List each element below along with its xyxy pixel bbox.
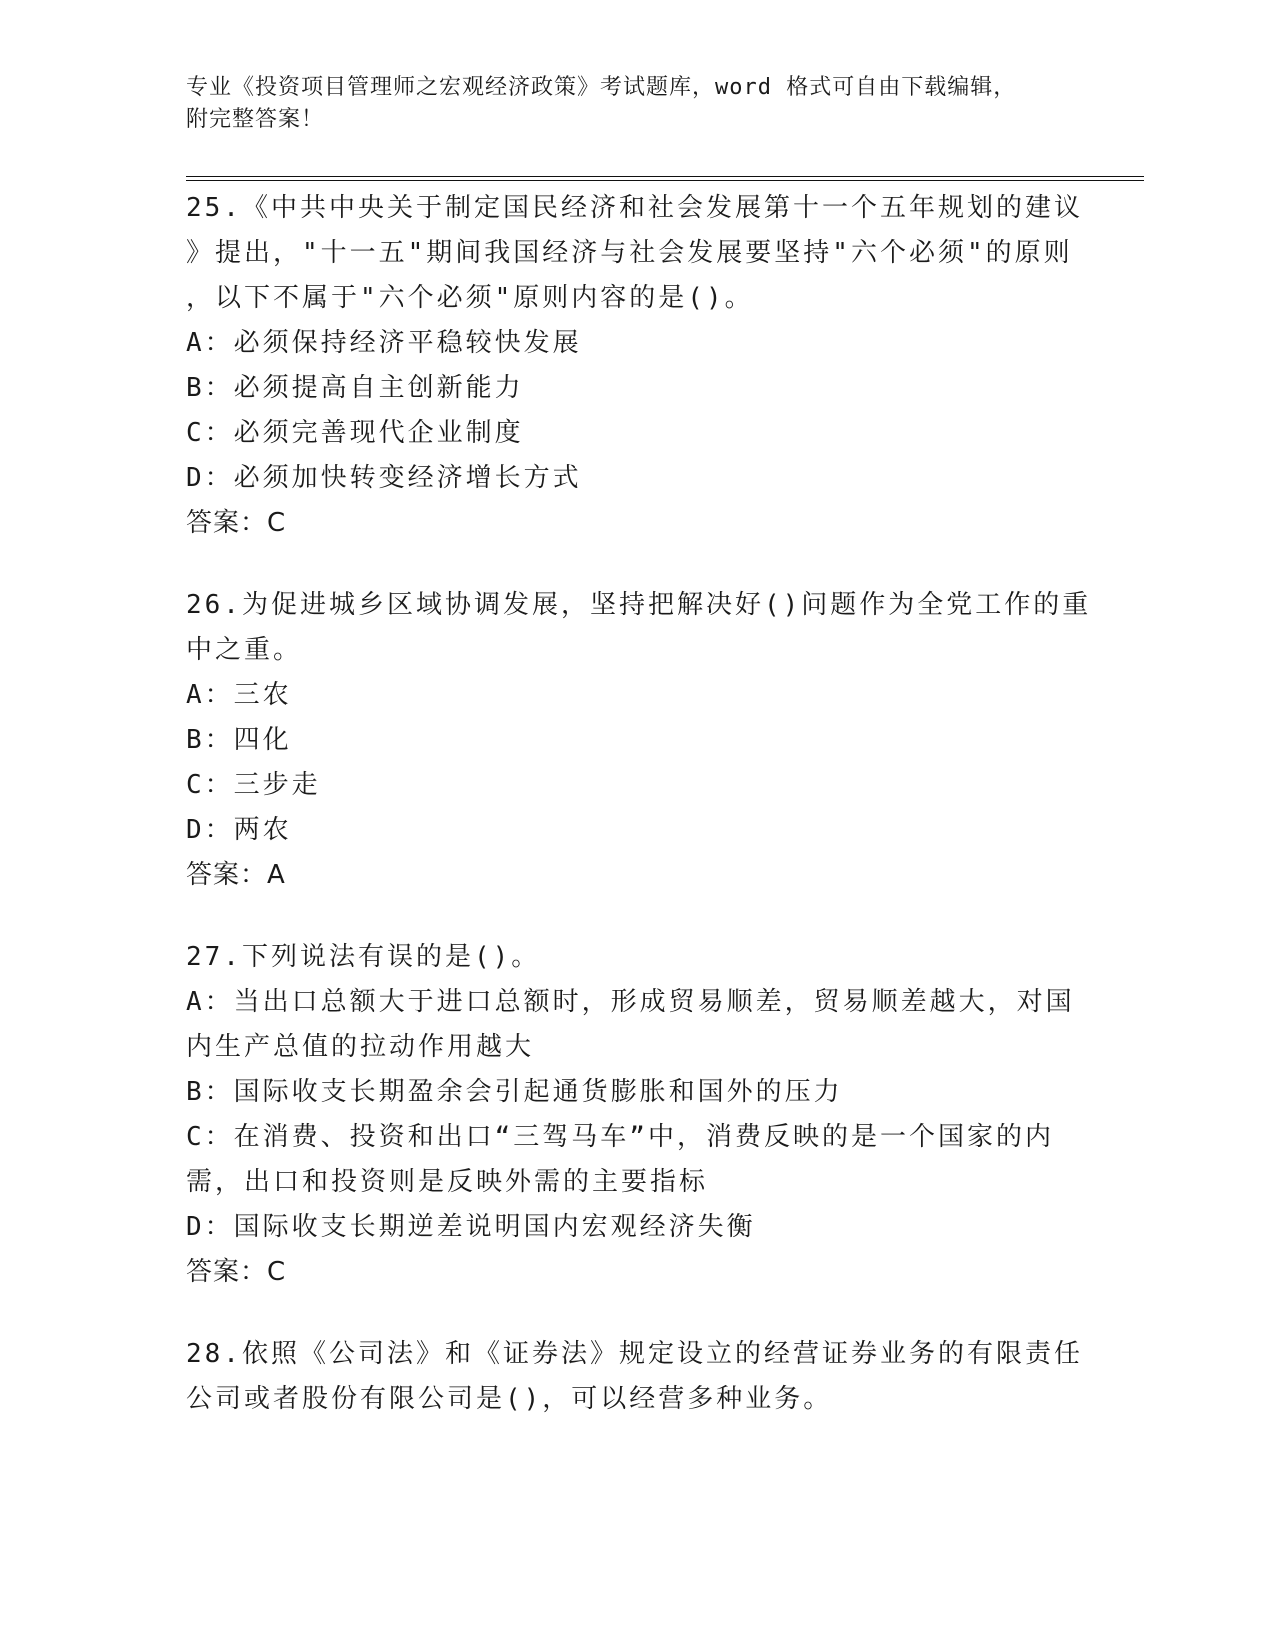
question-stem-line: 中之重。	[186, 635, 303, 665]
answer-option-line: C：三步走	[186, 770, 321, 800]
answer-option-line: B：四化	[186, 725, 292, 755]
question-item	[186, 186, 1083, 546]
question-item	[186, 935, 1075, 1295]
answer-option-line: B：国际收支长期盈余会引起通货膨胀和国外的压力	[186, 1077, 843, 1107]
answer-option-line: D：必须加快转变经济增长方式	[186, 463, 582, 493]
answer-option-line: D：国际收支长期逆差说明国内宏观经济失衡	[186, 1212, 756, 1242]
question-stem-line: 27.下列说法有误的是()。	[186, 942, 541, 972]
question-stem-line: 28.依照《公司法》和《证券法》规定设立的经营证券业务的有限责任	[186, 1339, 1083, 1369]
answer-option-line: 内生产总值的拉动作用越大	[186, 1032, 535, 1062]
question-item	[186, 583, 1092, 898]
answer-option-line: A：必须保持经济平稳较快发展	[186, 328, 582, 358]
answer-option-line: B：必须提高自主创新能力	[186, 373, 524, 403]
question-stem-line: 26.为促进城乡区域协调发展，坚持把解决好()问题作为全党工作的重	[186, 590, 1092, 620]
answer-option-line: 需，出口和投资则是反映外需的主要指标	[186, 1167, 709, 1197]
header-double-rule	[186, 176, 1144, 181]
answer-key: 答案：A	[186, 860, 286, 890]
question-stem-line: 》提出，"十一五"期间我国经济与社会发展要坚持"六个必须"的原则	[186, 238, 1073, 268]
question-list	[186, 186, 1092, 1459]
answer-option-line: C：在消费、投资和出口“三驾马车”中，消费反映的是一个国家的内	[186, 1122, 1054, 1152]
answer-option-line: D：两农	[186, 815, 292, 845]
question-stem-line: ，以下不属于"六个必须"原则内容的是()。	[186, 283, 754, 313]
answer-option-line: A：当出口总额大于进口总额时，形成贸易顺差，贸易顺差越大，对国	[186, 987, 1075, 1017]
answer-key: 答案：C	[186, 508, 287, 538]
header-line-1: 专业《投资项目管理师之宏观经济政策》考试题库，word 格式可自由下载编辑，	[186, 75, 1017, 100]
question-item	[186, 1332, 1083, 1422]
question-stem-line: 公司或者股份有限公司是()，可以经营多种业务。	[186, 1384, 833, 1414]
document-header	[186, 72, 1086, 136]
answer-option-line: A：三农	[186, 680, 292, 710]
answer-option-line: C：必须完善现代企业制度	[186, 418, 524, 448]
question-stem-line: 25.《中共中央关于制定国民经济和社会发展第十一个五年规划的建议	[186, 193, 1083, 223]
header-line-2: 附完整答案！	[186, 107, 325, 132]
answer-key: 答案：C	[186, 1257, 287, 1287]
